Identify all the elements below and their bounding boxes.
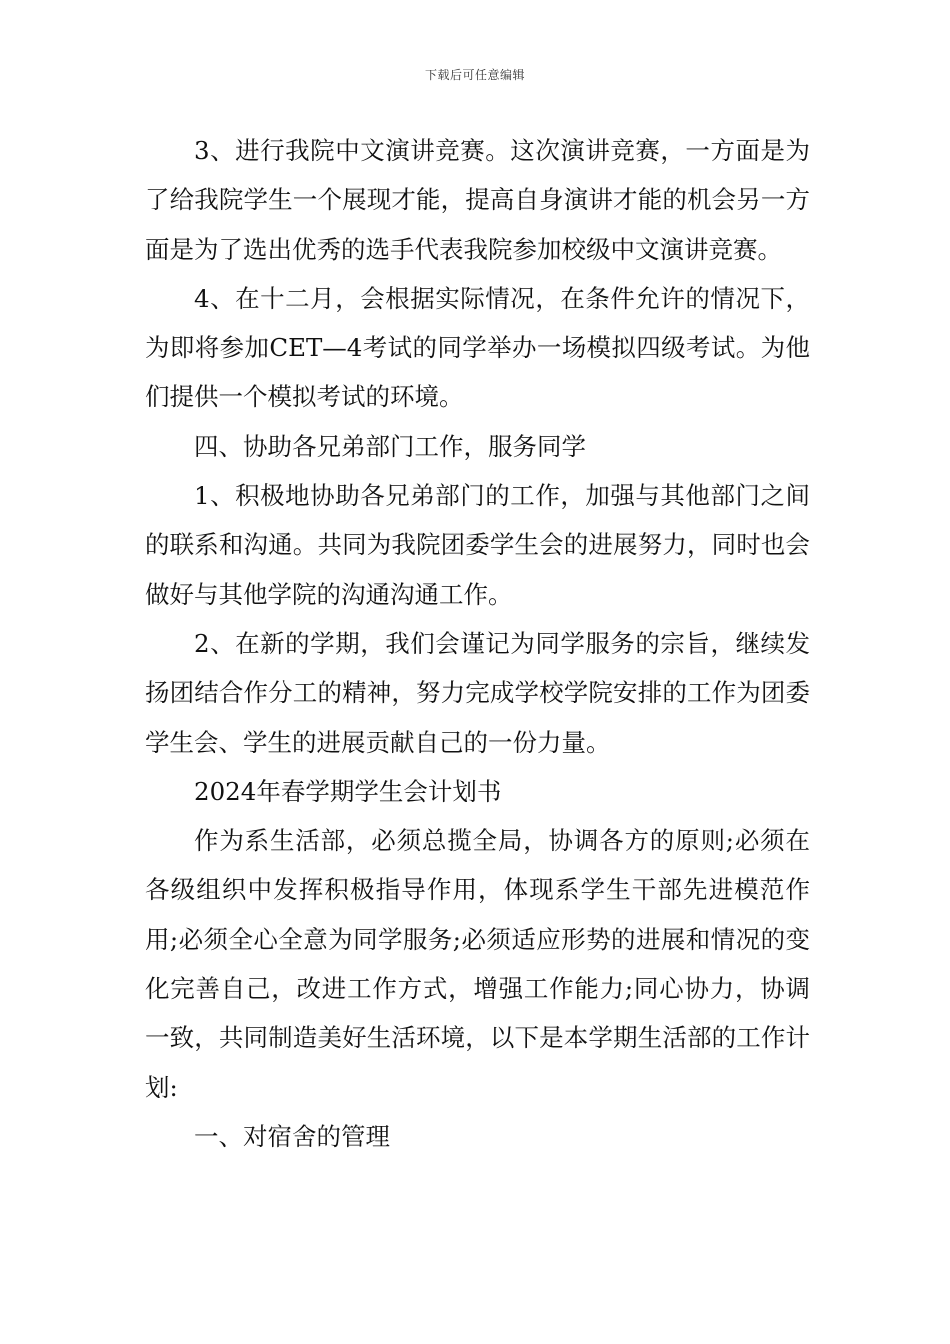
- document-body: [145, 126, 810, 1161]
- paragraph-mock-exam: 4、在十二月，会根据实际情况，在条件允许的情况下，为即将参加CET—4考试的同学举办一场模拟四级考试。为他们提供一个模拟考试的环境。: [145, 283, 810, 412]
- paragraph-assist-departments: 1、积极地协助各兄弟部门的工作，加强与其他部门之间的联系和沟通。共同为我院团委学生会的进展努力，同时也会做好与其他学院的沟通沟通工作。: [145, 481, 810, 609]
- paragraph-life-department: 作为系生活部，必须总揽全局，协调各方的原则;必须在各级组织中发挥积极指导作用，体现系学生干部先进模范作用;必须全心全意为同学服务;必须适应形势的进展和情况的变化完善自己，改进工作方式，增强工作能力;同心协力，协调一致，共同制造美好生活环境，以下是本学期生活部的工作计划:: [145, 826, 810, 1102]
- section-heading-dormitory: 一、对宿舍的管理: [194, 1121, 390, 1151]
- document-title-plan: 2024年春学期学生会计划书: [194, 776, 502, 806]
- header-note: 下载后可任意编辑: [424, 68, 525, 82]
- section-heading-assist-departments: 四、协助各兄弟部门工作，服务同学: [194, 431, 586, 461]
- paragraph-speech-contest: 3、进行我院中文演讲竞赛。这次演讲竞赛，一方面是为了给我院学生一个展现才能，提高自身演讲才能的机会另一方面是为了选出优秀的选手代表我院参加校级中文演讲竞赛。: [145, 136, 810, 264]
- paragraph-new-semester: 2、在新的学期，我们会谨记为同学服务的宗旨，继续发扬团结合作分工的精神，努力完成学校学院安排的工作为团委学生会、学生的进展贡献自己的一份力量。: [145, 628, 810, 757]
